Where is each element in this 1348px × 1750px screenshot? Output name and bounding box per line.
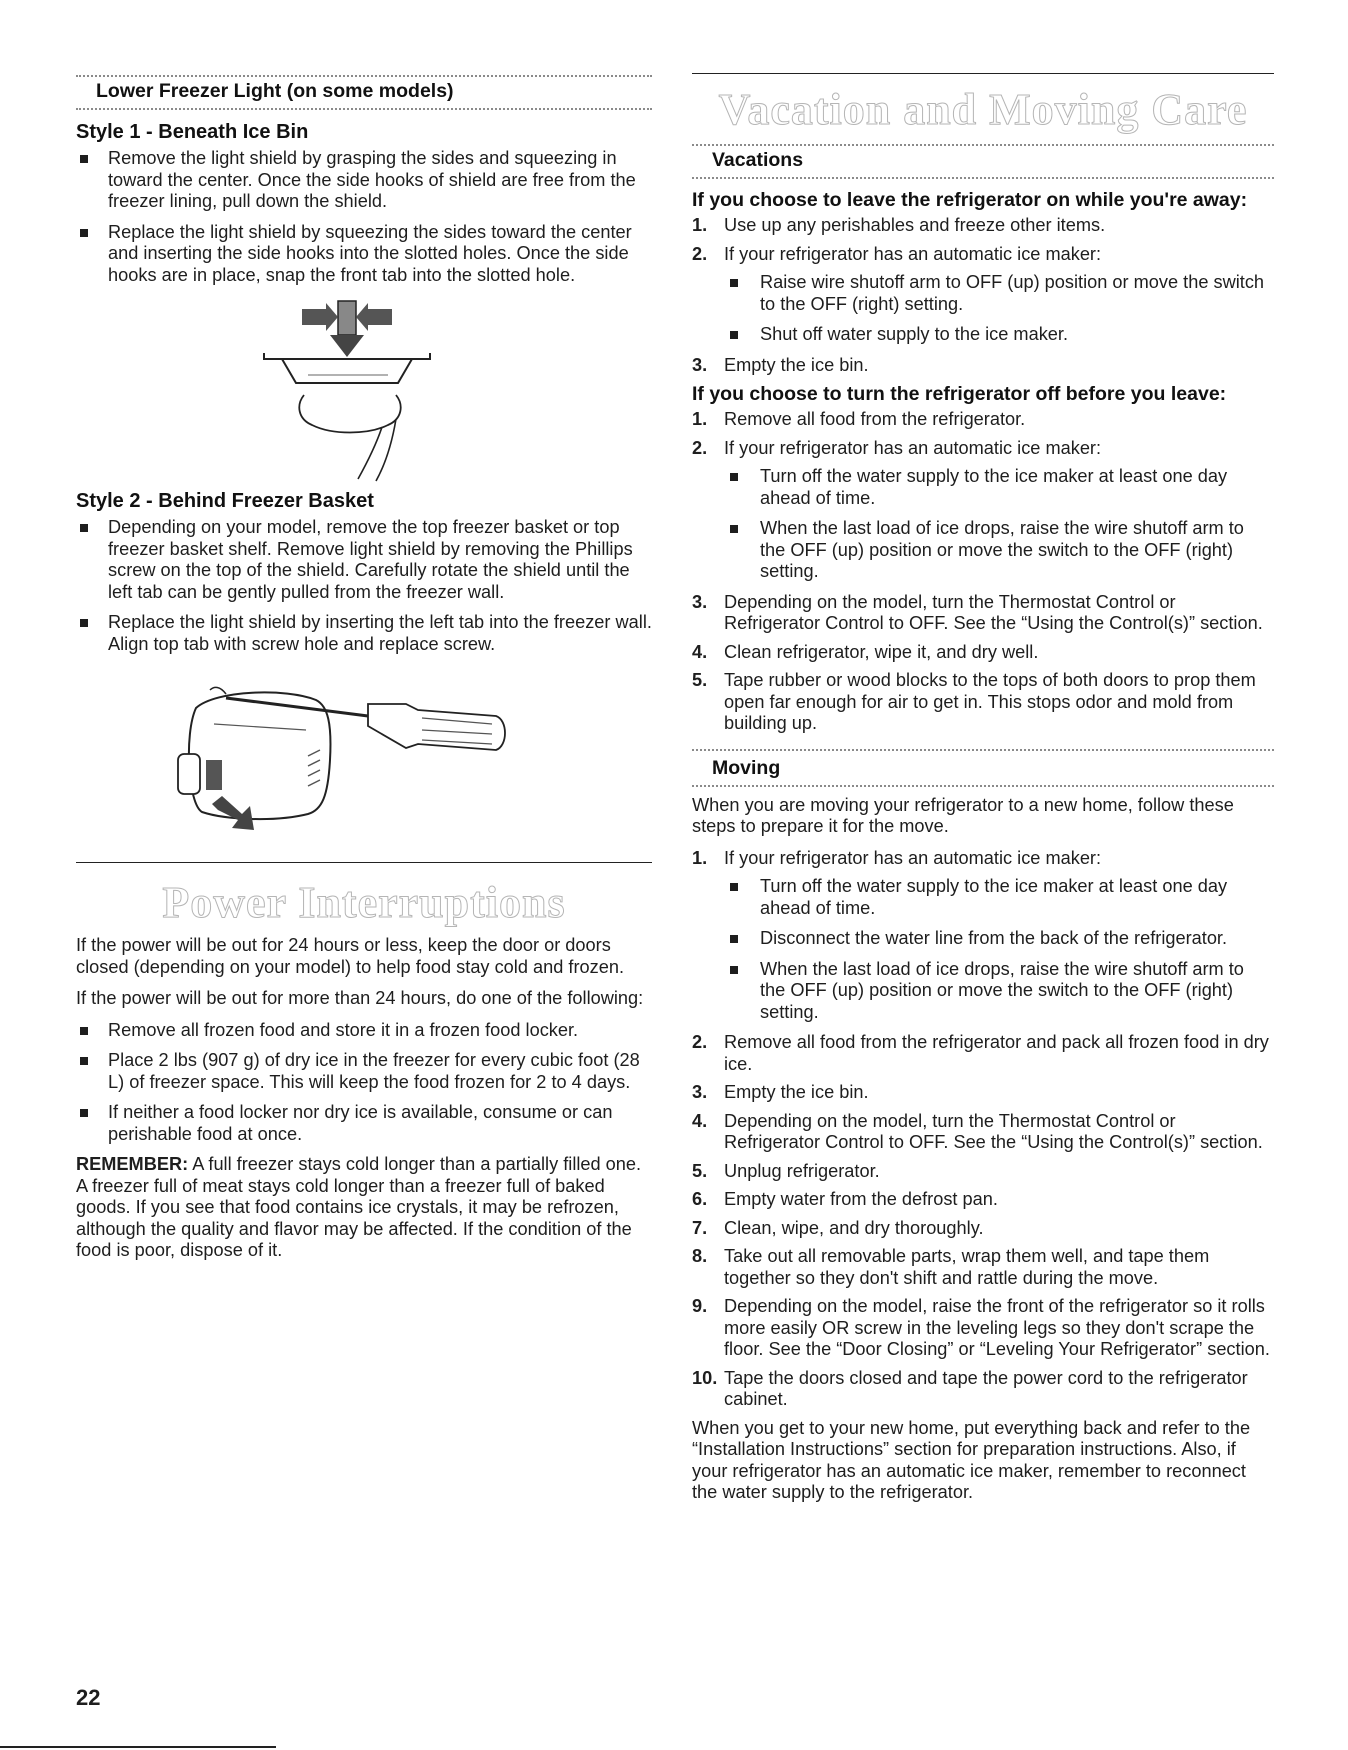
list-item: 5. Unplug refrigerator. (692, 1160, 880, 1181)
style1-heading: Style 1 - Beneath Ice Bin (76, 121, 309, 143)
list-item: 3. Empty the ice bin. (692, 354, 869, 375)
bullet-square-icon (730, 883, 738, 891)
list-item: Place 2 lbs (907 g) of dry ice in the freezer for every cubic foot (28 L) of freezer space. This will keep the food frozen for 2 to 4 days. (76, 1050, 652, 1093)
list-item: 2. Remove all food from the refrigerator and pack all frozen food in dry ice. (692, 1032, 1269, 1074)
footer-rule (0, 1746, 276, 1748)
left-column (76, 0, 652, 1272)
moving-intro: When you are moving your refrigerator to a new home, follow these steps to prepare it for the move. (692, 794, 1234, 836)
section-divider-dotted (692, 785, 1274, 787)
power-interruptions-title: Power Interruptions (162, 878, 566, 927)
list-item: 1. If your refrigerator has an automatic ice maker: (692, 847, 1102, 868)
list-item: 9. Depending on the model, raise the front of the refrigerator so it rolls more easily OR screw in the leveling legs so they don't scrape the floor. See the “Door Closing” or “Leveling Your Refrigerator” section. (692, 1296, 1270, 1359)
list-item: When the last load of ice drops, raise the wire shutoff arm to the OFF (up) position or move the switch to the OFF (right) setting. (692, 959, 1274, 1024)
list-item: Shut off water supply to the ice maker. (692, 324, 1274, 346)
bullet-square-icon (730, 525, 738, 533)
power-para-2: If the power will be out for more than 24 hours, do one of the following: (76, 988, 644, 1008)
list-item: 4. Depending on the model, turn the Thermostat Control or Refrigerator Control to OFF. See the “Using the Control(s)” section. (692, 1110, 1263, 1152)
light-section-title: Lower Freezer Light (on some models) (96, 80, 454, 102)
list-item: 1. Use up any perishables and freeze other items. (692, 215, 1106, 235)
list-item: If neither a food locker nor dry ice is available, consume or can perishable food at once. (76, 1102, 652, 1145)
power-para-1: If the power will be out for 24 hours or less, keep the door or doors closed (depending on your model) to help food stay cold and frozen. (76, 935, 624, 977)
list-item: 3. Depending on the model, turn the Thermostat Control or Refrigerator Control to OFF. See the “Using the Control(s)” section. (692, 591, 1263, 633)
remember-text: A full freezer stays cold longer than a partially filled one. A freezer full of meat stays cold longer than a freezer full of baked goods. If you see that food contains ice crystals, it may be refrozen, although the quality and flavor may be affected. If the condition of the food is poor, dispose of it. (76, 1154, 642, 1260)
list-item: 1. Remove all food from the refrigerator. (692, 409, 1026, 429)
bullet-square-icon (80, 229, 88, 237)
moving-outro: When you get to your new home, put everything back and refer to the “Installation Instructions” section for preparation instructions. Also, if your refrigerator has an automatic ice maker, remember to reconnect the water supply to the refrigerator. (692, 1417, 1251, 1502)
bullet-square-icon (730, 473, 738, 481)
bullet-square-icon (730, 935, 738, 943)
list-item: Remove the light shield by grasping the sides and squeezing in toward the center. Once the side hooks of shield are free from the freezer lining, pull down the shield. (76, 148, 652, 213)
list-item: 10. Tape the doors closed and tape the power cord to the refrigerator cabinet. (692, 1367, 1248, 1409)
list-item: 3. Empty the ice bin. (692, 1082, 869, 1102)
vacations-heading: Vacations (712, 149, 804, 171)
bullet-square-icon (80, 619, 88, 627)
light-shield-squeeze-illustration (76, 295, 652, 485)
bullet-square-icon (80, 524, 88, 532)
list-item: Raise wire shutoff arm to OFF (up) position or move the switch to the OFF (right) setting. (692, 272, 1274, 315)
list-item: 8. Take out all removable parts, wrap them well, and tape them together so they don't shift and rattle during the move. (692, 1246, 1210, 1288)
vacation-off-heading: If you choose to turn the refrigerator off before you leave: (692, 383, 1227, 405)
section-divider-dotted (76, 108, 652, 110)
right-column (692, 0, 1274, 1514)
list-item: 6. Empty water from the defrost pan. (692, 1189, 998, 1209)
bullet-square-icon (730, 279, 738, 287)
section-divider-dotted (692, 177, 1274, 179)
vacation-moving-title: Vacation and Moving Care (718, 85, 1248, 134)
style2-heading: Style 2 - Behind Freezer Basket (76, 490, 374, 512)
bullet-square-icon (80, 1057, 88, 1065)
list-item: Turn off the water supply to the ice maker at least one day ahead of time. (692, 876, 1274, 919)
list-item: 2. If your refrigerator has an automatic ice maker: (692, 437, 1102, 458)
remember-note (76, 1154, 652, 1262)
list-item: When the last load of ice drops, raise the wire shutoff arm to the OFF (up) position or move the switch to the OFF (right) setting. (692, 518, 1274, 583)
list-item: 5. Tape rubber or wood blocks to the tops of both doors to prop them open far enough for air to get in. This stops odor and mold from building up. (692, 670, 1256, 733)
list-item: Disconnect the water line from the back of the refrigerator. (692, 928, 1274, 950)
list-item: Depending on your model, remove the top freezer basket or top freezer basket shelf. Remove light shield by removing the Phillips screw on the top of the shield. Carefully rotate the shield until the left tab can be gently pulled from the freezer wall. (76, 517, 652, 603)
bullet-square-icon (80, 1027, 88, 1035)
vacation-on-heading: If you choose to leave the refrigerator on while you're away: (692, 189, 1248, 211)
list-item: 7. Clean, wipe, and dry thoroughly. (692, 1217, 984, 1238)
list-item: Replace the light shield by inserting the left tab into the freezer wall. Align top tab with screw hole and replace screw. (76, 612, 652, 655)
section-divider-solid (692, 73, 1274, 74)
moving-heading: Moving (712, 756, 781, 779)
bullet-square-icon (80, 155, 88, 163)
list-item: 4. Clean refrigerator, wipe it, and dry well. (692, 641, 1039, 662)
list-item: Replace the light shield by squeezing the sides toward the center and inserting the side hooks into the slotted holes. Once the side hooks are in place, snap the front tab into the slotted hole. (76, 222, 652, 287)
list-item: 2. If your refrigerator has an automatic ice maker: (692, 243, 1102, 264)
remember-label: REMEMBER: (76, 1154, 189, 1174)
bullet-square-icon (730, 331, 738, 339)
screwdriver-shield-illustration (76, 664, 652, 844)
bullet-square-icon (80, 1109, 88, 1117)
section-divider-solid (76, 862, 652, 863)
bullet-square-icon (730, 966, 738, 974)
list-item: Remove all frozen food and store it in a frozen food locker. (76, 1020, 652, 1042)
list-item: Turn off the water supply to the ice maker at least one day ahead of time. (692, 466, 1274, 509)
page-number: 22 (76, 1685, 101, 1710)
